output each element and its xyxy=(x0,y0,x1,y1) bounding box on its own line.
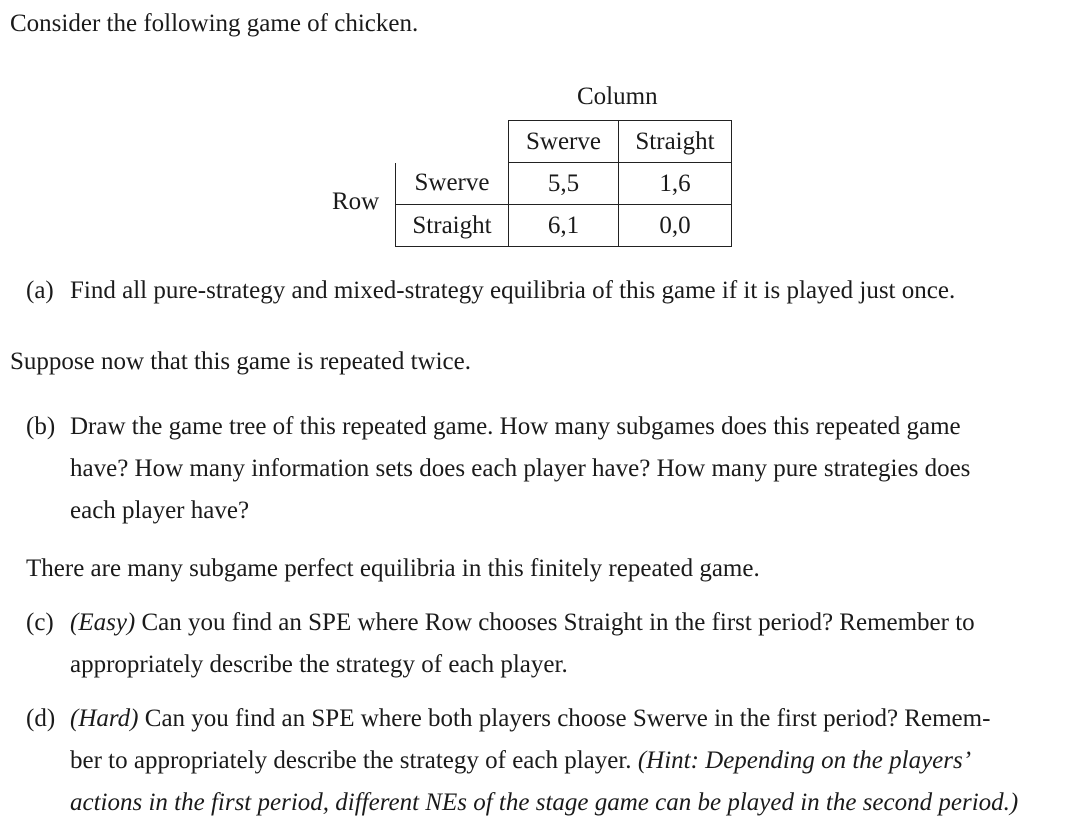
question-d-text: Can you find an SPE where both players choose Swerve in the first period? Remem- xyxy=(138,705,991,732)
table-row xyxy=(396,163,732,205)
question-c-label: (c) xyxy=(26,609,54,636)
question-b-line: have? How many information sets does each player have? How many pure strategies does xyxy=(70,455,971,482)
empty-corner-cell xyxy=(396,121,509,163)
question-c-text: Can you find an SPE where Row chooses Straight in the first period? Remember to xyxy=(135,609,975,636)
row-header-swerve: Swerve xyxy=(396,163,509,205)
payoff-cell-swerve-swerve: 5,5 xyxy=(509,163,619,205)
row-header-straight: Straight xyxy=(396,205,509,247)
question-b-label: (b) xyxy=(26,413,56,440)
repeated-game-statement: Suppose now that this game is repeated twice. xyxy=(10,348,471,375)
many-spe-statement: There are many subgame perfect equilibria in this finitely repeated game. xyxy=(26,555,760,582)
difficulty-tag-hard: (Hard) xyxy=(70,705,139,732)
column-header-swerve: Swerve xyxy=(509,121,619,163)
payoff-cell-straight-straight: 0,0 xyxy=(619,205,732,247)
question-d-text: ber to appropriately describe the strategy of each player. xyxy=(70,747,638,774)
hint-text: (Hint: Depending on the players’ xyxy=(637,747,972,774)
difficulty-tag-easy: (Easy) xyxy=(70,609,136,636)
row-player-label: Row xyxy=(332,188,380,215)
question-c-line xyxy=(70,609,975,637)
payoff-cell-straight-swerve: 6,1 xyxy=(509,205,619,247)
payoff-matrix xyxy=(395,120,732,247)
question-d-line xyxy=(70,705,990,733)
hint-text: actions in the first period, different NEs of the stage game can be played in the second period.) xyxy=(70,789,1019,816)
question-b-line: each player have? xyxy=(70,497,250,524)
question-c-line: appropriately describe the strategy of each player. xyxy=(70,651,568,678)
payoff-cell-swerve-straight: 1,6 xyxy=(619,163,732,205)
question-d-label: (d) xyxy=(26,705,56,732)
table-row xyxy=(396,205,732,247)
column-player-label: Column xyxy=(577,83,658,110)
question-b-line: Draw the game tree of this repeated game. How many subgames does this repeated game xyxy=(70,413,961,440)
intro-text: Consider the following game of chicken. xyxy=(10,10,419,37)
column-header-straight: Straight xyxy=(619,121,732,163)
question-a xyxy=(26,277,955,305)
question-a-text: Find all pure-strategy and mixed-strategy equilibria of this game if it is played just once. xyxy=(70,277,956,304)
question-d-line xyxy=(70,747,971,775)
header-row xyxy=(396,121,732,163)
question-a-label: (a) xyxy=(26,277,54,304)
